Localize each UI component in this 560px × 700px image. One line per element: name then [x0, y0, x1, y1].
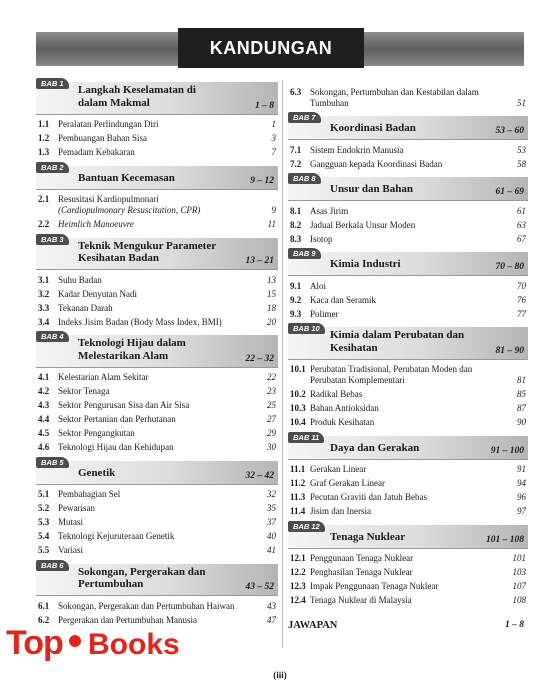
entry-text: Kadar Denyutan Nadi: [58, 288, 137, 299]
entry-text: Resusitasi Kardiopulmonari: [58, 194, 159, 204]
entry-text: Gangguan kepada Koordinasi Badan: [310, 158, 443, 169]
toc-entry[interactable]: [36, 502, 278, 516]
entry-text: Sokongan, Pertumbuhan dan Kestabilan dalam Tumbuhan: [310, 86, 479, 108]
toc-entry[interactable]: [36, 530, 278, 544]
chapter-title: Bantuan Kecemasan: [78, 171, 175, 184]
entry-page: 87: [517, 403, 526, 413]
entry-number: 10.2: [290, 389, 306, 399]
entry-number: 1.3: [38, 147, 50, 157]
chapter-entries: [288, 140, 528, 171]
chapter-page-range: 9 – 12: [250, 175, 274, 186]
chapter-heading[interactable]: [288, 324, 528, 360]
chapter-tag: BAB 5: [36, 457, 69, 468]
entry-page: 22: [267, 372, 276, 382]
chapter-title: Kimia Industri: [330, 258, 401, 270]
entry-number: 10.1: [290, 364, 306, 374]
chapter-entries: [288, 460, 528, 519]
chapter-tag: BAB 10: [288, 323, 325, 334]
toc-entry[interactable]: [36, 193, 278, 218]
entry-text: Sistem Endokrin Manusia: [310, 144, 404, 155]
toc-entry[interactable]: [36, 371, 278, 385]
entry-text: Pembuangan Bahan Sisa: [58, 133, 147, 143]
entry-text: Pergerakan dan Pertumbuhan Manusia: [58, 614, 198, 625]
toc-entry[interactable]: [288, 218, 528, 232]
toc-entry[interactable]: [36, 118, 278, 132]
toc-entry[interactable]: [36, 488, 278, 502]
entry-page: 94: [517, 478, 526, 488]
entry-number: 2.1: [38, 194, 50, 204]
entry-text: Jadual Berkala Unsur Moden: [310, 219, 416, 230]
entry-number: 8.3: [290, 233, 302, 244]
chapter-tag: BAB 6: [36, 560, 69, 571]
entry-number: 12.1: [290, 553, 306, 563]
entry-page: 32: [267, 489, 276, 499]
chapter-page-range: 1 – 8: [255, 100, 274, 111]
entry-number: 5.4: [38, 531, 50, 541]
entry-text: Graf Gerakan Linear: [310, 478, 385, 488]
chapter-heading[interactable]: [36, 332, 278, 368]
entry-text: Tekanan Darah: [58, 302, 113, 313]
entry-number: 12.3: [290, 581, 306, 591]
chapter-bab-9: [288, 249, 528, 321]
toc-entry[interactable]: [288, 143, 528, 157]
toc-entry[interactable]: [36, 273, 278, 287]
entry-page: 20: [267, 316, 276, 327]
entry-text-continued: (Cardiopulmonary Resuscitation, CPR): [58, 205, 201, 215]
chapter-title: Genetik: [78, 466, 116, 479]
chapter-page-range: 13 – 21: [245, 256, 274, 266]
entry-text: Mutasi: [58, 517, 84, 527]
chapter-title: Teknologi Hijau dalam Melestarikan Alam: [78, 337, 186, 362]
entry-number: 4.2: [38, 386, 50, 396]
entry-page: 41: [267, 545, 276, 555]
entry-text: Pecutan Graviti dan Jatuh Bebas: [310, 492, 427, 502]
column-divider: [282, 80, 283, 648]
entry-page: 51: [517, 97, 526, 108]
entry-number: 6.2: [38, 614, 50, 625]
toc-entry[interactable]: [36, 301, 278, 315]
chapter-bab-1: [36, 79, 278, 160]
entry-text: Perubatan Tradisional, Perubatan Moden dan Perubatan Komplementari: [310, 364, 473, 385]
chapter-page-range: 22 – 32: [245, 353, 274, 364]
toc-entry[interactable]: [288, 363, 528, 388]
chapter-tag: BAB 7: [288, 112, 321, 123]
entry-number: 11.2: [290, 478, 306, 488]
entry-number: 4.6: [38, 442, 50, 452]
entry-page: 53: [517, 144, 526, 155]
chapter-tag: BAB 12: [288, 521, 325, 532]
chapter-page-range: 43 – 52: [245, 582, 274, 592]
chapter-tag: BAB 1: [36, 78, 69, 89]
toc-entry[interactable]: [36, 385, 278, 399]
toc-entry[interactable]: [288, 552, 528, 566]
chapter-entries: [36, 270, 278, 329]
entry-page: 103: [512, 567, 526, 577]
entry-page: 27: [267, 414, 276, 424]
chapter-heading[interactable]: [36, 234, 278, 271]
chapter-tag: BAB 2: [36, 162, 69, 173]
chapter-bab-8: [288, 174, 528, 246]
toc-entry[interactable]: [288, 580, 528, 594]
chapter-tag: BAB 4: [36, 331, 69, 342]
jawapan-label: JAWAPAN: [288, 619, 338, 631]
entry-page: 96: [517, 492, 526, 502]
toc-entry[interactable]: [288, 232, 528, 246]
toc-entry[interactable]: [36, 132, 278, 146]
chapter-bab-3: [36, 234, 278, 330]
entry-text: Peralatan Perlindungan Diri: [58, 119, 159, 129]
chapter-bab-10: [288, 324, 528, 430]
chapter-title: Teknik Mengukur Parameter Kesihatan Badan: [78, 239, 216, 264]
chapter-heading[interactable]: [36, 79, 278, 115]
entry-page: 107: [512, 581, 526, 591]
entry-number: 4.4: [38, 414, 50, 424]
toc-right-chapters: [288, 113, 528, 608]
toc-entry[interactable]: [288, 293, 528, 307]
toc-entry[interactable]: [288, 566, 528, 580]
page-number: (iii): [273, 670, 287, 680]
chapter-entries: [36, 596, 278, 627]
entry-page: 76: [517, 294, 526, 305]
chapter-entries: [288, 549, 528, 608]
toc-entry[interactable]: [36, 218, 278, 232]
entry-page: 35: [267, 503, 276, 513]
entry-number: 9.1: [290, 280, 302, 291]
entry-number: 11.4: [290, 506, 306, 516]
entry-text: Asas Jirim: [310, 205, 349, 216]
entry-number: 4.3: [38, 400, 50, 410]
chapter-page-range: 70 – 80: [495, 262, 524, 272]
entry-text: Teknologi Hijau dan Kehidupan: [58, 442, 174, 452]
entry-text: Pembahagian Sel: [58, 489, 121, 499]
entry-page: 7: [271, 147, 276, 157]
entry-page: 29: [267, 428, 276, 438]
entry-text: Jisim dan Inersia: [310, 506, 371, 516]
entry-page: 3: [271, 133, 276, 143]
toc-entry[interactable]: [288, 157, 528, 171]
chapter-entries: [36, 115, 278, 160]
chapter-title: Kimia dalam Perubatan dan Kesihatan: [330, 329, 465, 354]
toc-entry[interactable]: [288, 402, 528, 416]
entry-number: 7.2: [290, 158, 302, 169]
chapter-bab-7: [288, 113, 528, 171]
toc-entry[interactable]: [288, 505, 528, 519]
entry-text: Bahan Antioksidan: [310, 403, 379, 413]
entry-text: Suhu Badan: [58, 274, 102, 285]
entry-page: 58: [517, 158, 526, 169]
chapter-entries: [288, 276, 528, 321]
entry-page: 81: [517, 375, 526, 385]
jawapan-range: 1 – 8: [505, 619, 524, 630]
continued-entries: [288, 82, 528, 110]
chapter-bab-4: [36, 332, 278, 455]
toc-entry[interactable]: [288, 204, 528, 218]
entry-page: 37: [267, 517, 276, 527]
chapter-page-range: 81 – 90: [495, 345, 524, 356]
entry-number: 8.2: [290, 219, 302, 230]
entry-page: 13: [267, 274, 276, 285]
toc-entry[interactable]: [288, 388, 528, 402]
chapter-entries: [36, 368, 278, 455]
entry-text: Pewarisan: [58, 503, 95, 513]
chapter-heading[interactable]: [288, 113, 528, 140]
chapter-heading[interactable]: [288, 432, 528, 460]
entry-text: Sokongan, Pergerakan dan Pertumbuhan Haiwan: [58, 600, 235, 611]
entry-text: Produk Kesihatan: [310, 417, 375, 427]
entry-text: Sektor Pengangkutan: [58, 428, 135, 438]
entry-page: 30: [267, 442, 276, 452]
entry-number: 3.3: [38, 302, 50, 313]
entry-text: Kaca dan Seramik: [310, 294, 376, 305]
toc-entry[interactable]: [36, 413, 278, 427]
toc-right-column: [288, 82, 528, 631]
chapter-entries: [288, 360, 528, 430]
toc-entry[interactable]: [288, 491, 528, 505]
chapter-bab-12: [288, 521, 528, 608]
chapter-bab-11: [288, 432, 528, 519]
toc-entry[interactable]: [288, 416, 528, 430]
entry-number: 12.4: [290, 595, 306, 605]
chapter-title: Tenaga Nuklear: [330, 530, 406, 543]
entry-number: 1.2: [38, 133, 50, 143]
entry-number: 5.1: [38, 489, 50, 499]
chapter-title: Sokongan, Pergerakan dan Pertumbuhan: [78, 565, 206, 590]
toc-entry[interactable]: [36, 399, 278, 413]
entry-number: 10.3: [290, 403, 306, 413]
toc-entry[interactable]: [36, 146, 278, 160]
entry-number: 11.1: [290, 464, 306, 474]
entry-page: 70: [517, 280, 526, 291]
toc-entry[interactable]: [36, 599, 278, 613]
entry-text: Kelestarian Alam Sekitar: [58, 372, 149, 382]
entry-text: Gerakan Linear: [310, 464, 367, 474]
entry-page: 101: [512, 553, 526, 563]
chapter-bab-6: [36, 560, 278, 628]
toc-entry[interactable]: [288, 85, 528, 110]
chapter-page-range: 32 – 42: [245, 470, 274, 481]
entry-text: Radikal Bebas: [310, 389, 363, 399]
toc-entry[interactable]: [36, 287, 278, 301]
chapter-title: Unsur dan Bahan: [330, 183, 413, 195]
toc-entry[interactable]: [288, 594, 528, 608]
entry-number: 12.2: [290, 567, 306, 577]
entry-number: 6.1: [38, 600, 50, 611]
chapter-heading[interactable]: [288, 521, 528, 549]
entry-page: 90: [517, 417, 526, 427]
entry-text: Variasi: [58, 545, 83, 555]
chapter-page-range: 61 – 69: [495, 187, 524, 197]
chapter-heading[interactable]: [36, 162, 278, 190]
toc-entry[interactable]: [36, 315, 278, 329]
entry-text: Indeks Jisim Badan (Body Mass Index, BMI): [58, 316, 222, 327]
chapter-heading[interactable]: [36, 457, 278, 485]
entry-number: 9.3: [290, 308, 302, 319]
entry-text: Polimer: [310, 308, 339, 319]
entry-number: 3.1: [38, 274, 50, 285]
entry-text: Tenaga Nuklear di Malaysia: [310, 595, 412, 605]
entry-text: Sektor Pertanian dan Perhutanan: [58, 414, 176, 424]
entry-number: 5.3: [38, 517, 50, 527]
entry-number: 11.3: [290, 492, 306, 502]
entry-page: 25: [267, 400, 276, 410]
entry-text: Aloi: [310, 280, 327, 291]
entry-text: Penghasilan Tenaga Nuklear: [310, 567, 413, 577]
entry-page: 97: [517, 506, 526, 516]
entry-page: 11: [267, 219, 276, 229]
entry-text: Pemadam Kebakaran: [58, 147, 135, 157]
chapter-bab-5: [36, 457, 278, 558]
entry-page: 67: [517, 233, 526, 244]
entry-number: 1.1: [38, 119, 50, 129]
toc-entry[interactable]: [36, 544, 278, 558]
chapter-tag: BAB 3: [36, 234, 69, 245]
entry-page: 47: [267, 614, 276, 625]
entry-page: 61: [517, 205, 526, 216]
entry-text: Penggunaan Tenaga Nuklear: [310, 553, 414, 563]
chapter-entries: [288, 201, 528, 246]
entry-number: 4.5: [38, 428, 50, 438]
entry-page: 77: [517, 308, 526, 319]
entry-page: 63: [517, 219, 526, 230]
chapter-heading[interactable]: [288, 249, 528, 276]
chapter-title: Daya dan Gerakan: [330, 441, 420, 454]
entry-number: 2.2: [38, 219, 50, 229]
entry-number: 7.1: [290, 144, 302, 155]
entry-text: Isotop: [310, 233, 333, 244]
topbooks-watermark-logo: Top Books: [6, 624, 180, 662]
entry-number: 5.5: [38, 545, 50, 555]
toc-left-column: [36, 79, 278, 633]
chapter-page-range: 101 – 108: [486, 534, 524, 545]
entry-page: 23: [267, 386, 276, 396]
logo-dot-icon: [66, 632, 84, 650]
chapter-tag: BAB 11: [288, 432, 324, 443]
chapter-entries: [36, 485, 278, 558]
entry-number: 3.2: [38, 288, 50, 299]
entry-number: 5.2: [38, 503, 50, 513]
entry-page: 43: [267, 600, 276, 611]
entry-page: 9: [271, 205, 276, 215]
entry-number: 8.1: [290, 205, 302, 216]
entry-text: Impak Penggunaan Tenaga Nuklear: [310, 581, 439, 591]
chapter-bab-2: [36, 162, 278, 232]
entry-text: Teknologi Kejuruteraan Genetik: [58, 531, 175, 541]
toc-entry[interactable]: [36, 427, 278, 441]
page-title: KANDUNGAN: [178, 28, 364, 68]
entry-page: 85: [517, 389, 526, 399]
entry-page: 1: [271, 119, 276, 129]
chapter-heading[interactable]: [288, 174, 528, 201]
chapter-title: Koordinasi Badan: [330, 122, 416, 134]
entry-page: 40: [267, 531, 276, 541]
chapter-tag: BAB 9: [288, 248, 321, 259]
chapter-tag: BAB 8: [288, 173, 321, 184]
entry-page: 15: [267, 288, 276, 299]
entry-number: 4.1: [38, 372, 50, 382]
chapter-page-range: 53 – 60: [495, 126, 524, 136]
toc-entry[interactable]: [36, 516, 278, 530]
chapter-title: Langkah Keselamatan di dalam Makmal: [78, 84, 196, 109]
toc-entry[interactable]: [288, 463, 528, 477]
entry-number: 6.3: [290, 86, 302, 97]
toc-entry[interactable]: [288, 279, 528, 293]
toc-entry[interactable]: [288, 477, 528, 491]
entry-number: 10.4: [290, 417, 306, 427]
jawapan-entry[interactable]: [288, 614, 528, 631]
entry-text: Sektor Tenaga: [58, 386, 110, 396]
chapter-page-range: 91 – 100: [490, 445, 524, 456]
entry-page: 91: [517, 464, 526, 474]
toc-entry[interactable]: [288, 307, 528, 321]
entry-page: 108: [512, 595, 526, 605]
entry-number: 3.4: [38, 316, 50, 327]
entry-number: 9.2: [290, 294, 302, 305]
entry-text: Sektor Pengurusan Sisa dan Air Sisa: [58, 400, 190, 410]
chapter-heading[interactable]: [36, 560, 278, 597]
entry-text: Heimlich Manoeuvre: [58, 219, 134, 229]
toc-entry[interactable]: [36, 441, 278, 455]
entry-page: 18: [267, 302, 276, 313]
chapter-entries: [36, 190, 278, 232]
